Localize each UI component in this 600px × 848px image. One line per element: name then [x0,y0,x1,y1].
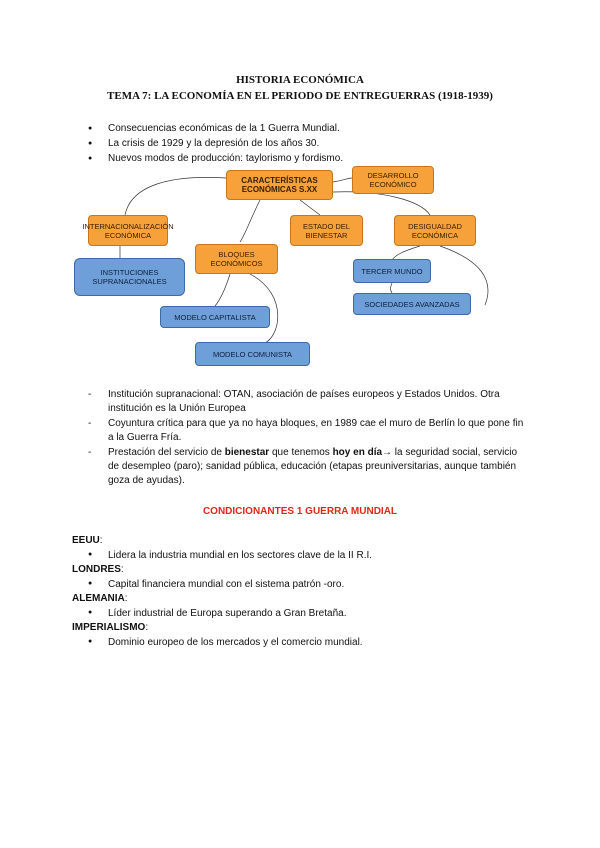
label-eeuu: EEUU: [72,535,103,546]
note-3-bold-bienestar: bienestar [224,447,270,458]
connector-center-estado [300,200,320,215]
node-desarrollo: DESARROLLO ECONÓMICO [352,166,434,194]
connector-desigualdad-tercer [392,246,420,260]
node-tercer-mundo: TERCER MUNDO [353,259,431,283]
intro-bullet-3: ● Nuevos modos de producción: taylorismo y fordismo. [88,151,343,166]
intro-bullet-1: ● Consecuencias económicas de la 1 Guerra Mundial. [88,121,343,136]
intro-bullet-2: ● La crisis de 1929 y la depresión de los años 30. [88,136,343,151]
connector-center-desigualdad [333,192,430,215]
connector-tercer-sociedades [391,283,393,293]
node-modelo-capitalista: MODELO CAPITALISTA [160,306,270,328]
text-londres: ● Capital financiera mundial con el sistema patrón -oro. [88,579,344,590]
label-alemania: ALEMANIA: [72,593,128,604]
node-instituciones: INSTITUCIONES SUPRANACIONALES [74,258,185,296]
text-eeuu: ● Lidera la industria mundial en los sectores clave de la II R.I. [88,550,372,561]
text-imperialismo: ● Dominio europeo de los mercados y el comercio mundial. [88,637,363,648]
note-3-part-a: Prestación del servicio de [108,447,225,458]
connector-center-bloques [240,200,260,242]
connector-center-internacionalizacion [125,177,226,215]
node-desigualdad: DESIGUALDAD ECONÓMICA [394,215,476,246]
note-3-part-d: → la seguridad social, servicio de desempleo (paro); sanidad pública, educación (etapas preuniversitarias, aunque también goza de ayudas). [108,447,518,486]
node-sociedades: SOCIEDADES AVANZADAS [353,293,471,315]
label-imperialismo: IMPERIALISMO: [72,622,149,633]
label-londres: LONDRES: [72,564,124,575]
doc-title: HISTORIA ECONÓMICA [236,74,364,86]
doc-subtitle: TEMA 7: LA ECONOMÍA EN EL PERIODO DE ENTREGUERRAS (1918-1939) [107,90,493,102]
section-title: CONDICIONANTES 1 GUERRA MUNDIAL [202,506,398,517]
connector-center-desarrollo [333,178,352,182]
node-caracteristicas: CARACTERÍSTICAS ECONÓMICAS S.XX [226,170,333,200]
node-bloques: BLOQUES ECONÓMICOS [195,244,278,274]
notes-list [88,388,528,489]
text-alemania: ● Líder industrial de Europa superando a Gran Bretaña. [88,608,347,619]
connector-bloques-capitalista [215,274,230,306]
note-3-bold-hoy: hoy en día [332,447,383,458]
note-3 [88,446,528,488]
note-3-part-c: que tenemos [269,447,333,458]
note-1: - Institución supranacional: OTAN, asociación de países europeos y Estados Unidos. Otra institución es la Unión Europea [88,388,528,416]
note-2: - Coyuntura crítica para que ya no haya bloques, en 1989 cae el muro de Berlín lo que pone fin a la Guerra Fría. [88,417,528,445]
node-internacionalizacion: INTERNACIONALIZACIÓN ECONÓMICA [88,215,168,246]
node-modelo-comunista: MODELO COMUNISTA [195,342,310,366]
node-estado-bienestar: ESTADO DEL BIENESTAR [290,215,363,246]
